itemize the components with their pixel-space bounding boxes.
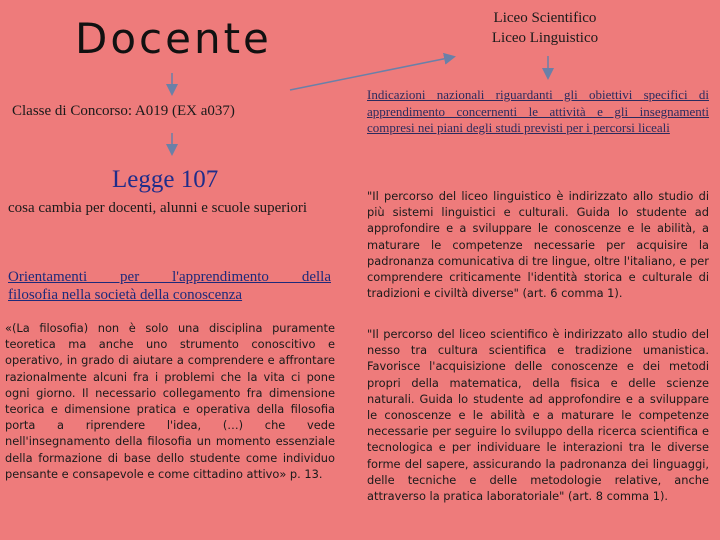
schools-box	[470, 8, 620, 48]
cosa-cambia-text: cosa cambia per docenti, alunni e scuole superiori	[8, 200, 308, 216]
arrow-docente-to-licei	[290, 57, 453, 90]
indicazioni-link[interactable]: Indicazioni nazionali riguardanti gli obiettivi specifici di apprendimento concernenti le attività e gli insegnamenti compresi nei piani degli studi previsti per i percorsi liceali	[367, 87, 709, 135]
orientamenti-link[interactable]: Orientamenti per l'apprendimento della	[8, 269, 331, 285]
page-title: Docente	[75, 14, 272, 63]
legge-heading: Legge 107	[112, 166, 219, 193]
classe-concorso: Classe di Concorso: A019 (EX a037)	[12, 103, 235, 119]
school-scientifico: Liceo Scientifico	[493, 10, 597, 26]
quote-liceo-linguistico: "Il percorso del liceo linguistico è indirizzato allo studio di più sistemi linguistici e culturali. Guida lo studente ad approfondire e a sviluppare le conoscenze e le abilità, a maturare le competenze necessarie per acquisire la padronanza comunicativa di tre lingue, oltre l'italiano, e per comprendere criticamente l'identità storica e culturale di tradizioni e civiltà diverse" (art. 6 comma 1).	[367, 189, 709, 301]
school-linguistico: Liceo Linguistico	[491, 30, 599, 46]
orientamenti-link-line2[interactable]: filosofia nella società della conoscenza	[8, 287, 243, 303]
quote-liceo-scientifico: "Il percorso del liceo scientifico è indirizzato allo studio del nesso tra cultura scientifica e tradizione umanistica. Favorisce l'acquisizione delle conoscenze e dei metodi propri della matematica, della fisica e delle scienze naturali. Guida lo studente ad approfondire e a sviluppare le conoscenze e le abilità e a maturare le competenze necessarie per seguire lo sviluppo della ricerca scientifica e tecnologica e per individuare le interazioni tra le diverse forme del sapere, assicurando la padronanza dei linguaggi, delle tecniche e delle metodologie relative, anche attraverso la pratica laboratoriale" (art. 8 comma 1).	[367, 327, 709, 504]
quote-filosofia: «(La filosofia) non è solo una disciplina puramente teoretica ma anche uno strumento conoscitivo e operativo, in grado di aiutare a comprendere e affrontare razionalmente alcuni fra i problemi che la vita ci pone ogni giorno. Il necessario collegamento fra dimensione teorica e dimensione pratica e operativa della filosofia porta a riprendere l'idea, (…) che vede nell'insegnamento della filosofia un momento essenziale della formazione di base dello studente come individuo pensante e consapevole e come cittadino attivo» p. 13.	[5, 321, 335, 481]
